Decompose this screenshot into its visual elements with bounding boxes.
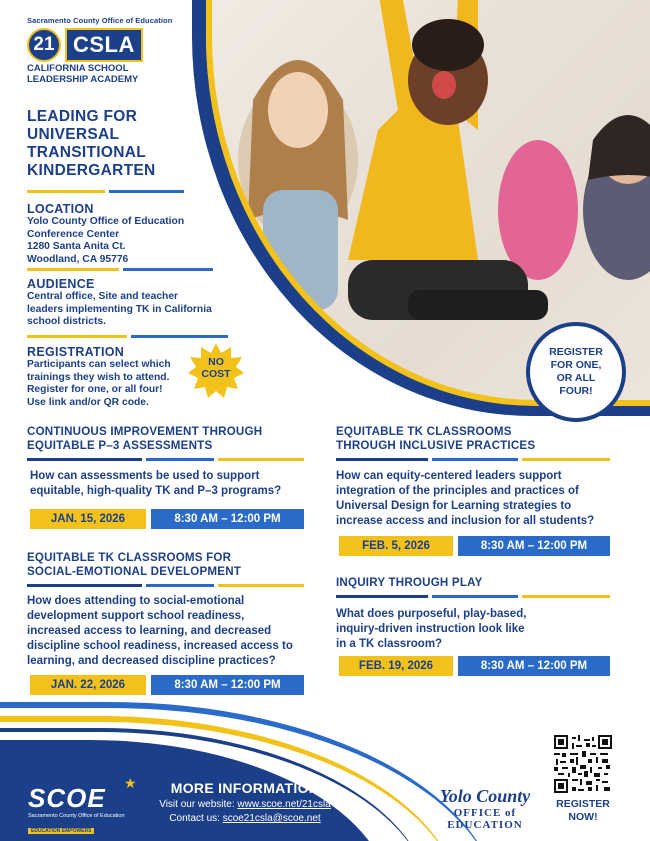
session-question-line: learning, and decreased discipline practices? — [27, 655, 276, 667]
session-question-line: What does purposeful, play-based, — [336, 608, 527, 620]
session-title — [27, 425, 327, 453]
register-now-label — [548, 798, 618, 823]
star-icon: ★ — [124, 775, 137, 791]
session-time: 8:30 AM – 12:00 PM — [151, 509, 304, 529]
session-date: JAN. 22, 2026 — [30, 675, 146, 695]
session-question-line: in a TK classroom? — [336, 638, 443, 650]
session-title-line: EQUITABLE TK CLASSROOMS — [336, 425, 512, 438]
divider — [432, 458, 518, 461]
logo-name-line1: CALIFORNIA SCHOOL — [27, 63, 129, 74]
session-title-line: CONTINUOUS IMPROVEMENT THROUGH — [27, 425, 263, 438]
more-info-heading: MORE INFORMATION — [170, 780, 320, 796]
register-circle-badge — [526, 322, 626, 422]
no-cost-line: COST — [201, 368, 231, 380]
location-text — [27, 216, 227, 266]
register-now-line: REGISTER — [556, 798, 610, 810]
logo-21-badge: 21 — [27, 28, 61, 62]
scoe-wordmark: SCOE — [28, 783, 106, 813]
registration-text — [27, 359, 187, 409]
logo-name-line2: LEADERSHIP ACADEMY — [27, 73, 139, 85]
session-question-line: How does attending to social-emotional — [27, 595, 245, 607]
divider — [432, 595, 518, 598]
session-question-line: inquiry-driven instruction look like — [336, 623, 525, 635]
divider — [218, 458, 304, 461]
logo-acronym: CSLA — [65, 28, 143, 62]
logo-org-line: Sacramento County Office of Education — [27, 16, 173, 25]
divider — [146, 458, 214, 461]
divider — [131, 335, 228, 338]
location-heading: LOCATION — [27, 202, 94, 216]
session-title-line: EQUITABLE P–3 ASSESSMENTS — [27, 439, 213, 452]
yolo-logo-line: EDUCATION — [447, 819, 523, 831]
register-circle-line: REGISTER — [549, 346, 603, 358]
audience-heading: AUDIENCE — [27, 277, 95, 291]
register-circle-line: OR ALL — [556, 372, 596, 384]
registration-line: Participants can select which — [27, 359, 171, 370]
no-cost-line: NO — [208, 356, 224, 368]
session-question-line: development support school readiness, — [27, 610, 245, 622]
more-information — [150, 780, 340, 824]
divider — [27, 190, 105, 193]
divider — [123, 268, 213, 271]
session-title-line: INQUIRY THROUGH PLAY — [336, 576, 483, 589]
register-circle-line: FOUR! — [559, 385, 593, 397]
divider — [109, 190, 184, 193]
location-line: Conference Center — [27, 228, 120, 240]
audience-text — [27, 291, 237, 329]
session-question-line: Universal Design for Learning strategies to — [336, 500, 572, 512]
session-question-line: discipline school readiness, increased access to — [27, 640, 293, 652]
registration-heading: REGISTRATION — [27, 345, 125, 359]
session-time: 8:30 AM – 12:00 PM — [151, 675, 304, 695]
flyer-title: LEADING FOR UNIVERSAL TRANSITIONAL KINDERGARTEN — [27, 108, 156, 179]
session-title-line: THROUGH INCLUSIVE PRACTICES — [336, 439, 536, 452]
session-question-line: How can equity-centered leaders support — [336, 470, 562, 482]
divider — [336, 595, 428, 598]
session-question-line: How can assessments be used to support — [30, 470, 260, 482]
session-date: FEB. 5, 2026 — [339, 536, 453, 556]
website-link[interactable]: www.scoe.net/21csla — [237, 799, 331, 810]
location-line: 1280 Santa Anita Ct. — [27, 241, 126, 252]
divider — [27, 268, 119, 271]
session-question — [27, 594, 312, 669]
session-title — [336, 425, 626, 453]
divider — [522, 595, 610, 598]
session-date: JAN. 15, 2026 — [30, 509, 146, 529]
website-label: Visit our website: — [159, 799, 238, 810]
divider — [218, 584, 304, 587]
audience-line: school districts. — [27, 316, 106, 327]
registration-line: Use link and/or QR code. — [27, 396, 149, 408]
scoe-logo — [28, 775, 138, 837]
location-line: Woodland, CA 95776 — [27, 253, 129, 265]
divider — [146, 584, 214, 587]
divider — [27, 458, 142, 461]
session-time: 8:30 AM – 12:00 PM — [458, 536, 610, 556]
no-cost-badge — [186, 356, 246, 380]
session-time: 8:30 AM – 12:00 PM — [458, 656, 610, 676]
contact-line — [150, 813, 340, 824]
session-question — [30, 469, 310, 499]
qr-code-icon[interactable] — [554, 735, 612, 793]
divider — [522, 458, 610, 461]
location-line: Yolo County Office of Education — [27, 216, 185, 227]
website-line — [150, 799, 340, 810]
session-title — [336, 576, 626, 590]
csla-logo — [27, 16, 177, 85]
session-question — [336, 469, 626, 529]
divider — [336, 458, 428, 461]
session-question — [336, 607, 616, 652]
email-link[interactable]: scoe21csla@scoe.net — [222, 813, 321, 824]
divider — [27, 584, 142, 587]
registration-line: trainings they wish to attend. — [27, 371, 170, 383]
session-date: FEB. 19, 2026 — [339, 656, 453, 676]
session-title-line: EQUITABLE TK CLASSROOMS FOR — [27, 551, 232, 564]
session-question-line: increased access to learning, and decreased — [27, 625, 272, 637]
session-question-line: integration of the principles and practices of — [336, 485, 579, 497]
divider — [27, 335, 127, 338]
contact-label: Contact us: — [169, 813, 223, 824]
register-circle-line: FOR ONE, — [550, 359, 602, 371]
registration-line: Register for one, or all four! — [27, 384, 163, 395]
yolo-logo-line: OFFICE of — [453, 807, 517, 819]
yolo-logo-line: Yolo County — [439, 786, 531, 806]
scoe-tagline: EDUCATION EMPOWERS — [28, 828, 94, 834]
session-question-line: equitable, high-quality TK and P–3 programs? — [30, 485, 282, 497]
scoe-subtitle: Sacramento County Office of Education — [28, 813, 125, 819]
audience-line: Central office, Site and teacher — [27, 291, 179, 302]
session-title-line: SOCIAL-EMOTIONAL DEVELOPMENT — [27, 565, 242, 578]
session-title — [27, 551, 327, 579]
audience-line: leaders implementing TK in California — [27, 303, 212, 315]
yolo-county-logo — [420, 786, 550, 831]
session-question-line: increase access and inclusion for all students? — [336, 515, 595, 527]
register-now-line: NOW! — [568, 810, 598, 823]
